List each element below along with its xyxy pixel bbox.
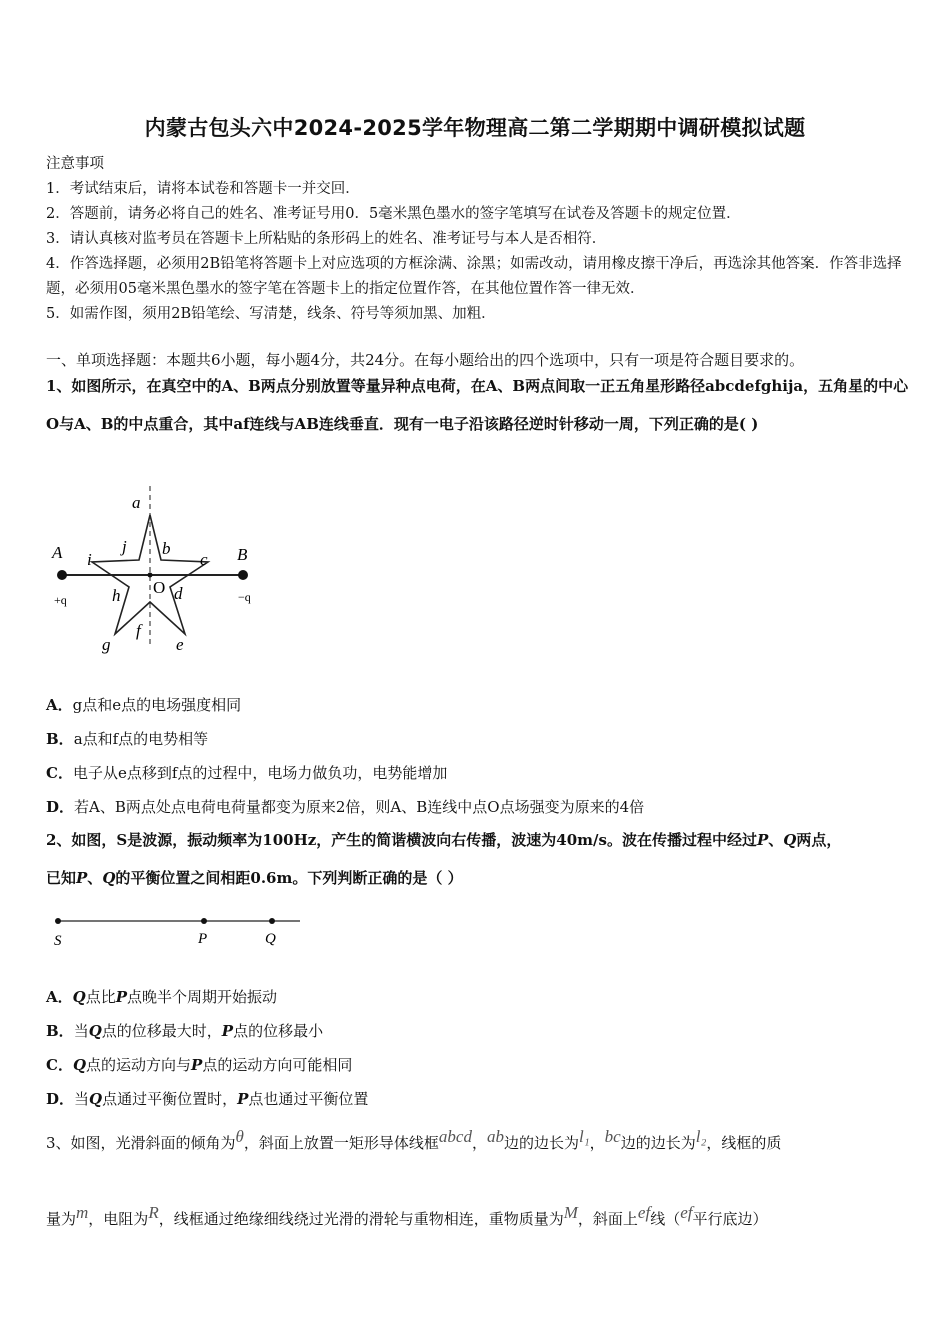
- q3-math-theta: θ: [235, 1127, 244, 1146]
- label-P: P: [198, 931, 208, 947]
- option-var: P: [221, 1022, 234, 1040]
- point-P-dot: [201, 918, 207, 924]
- notes-item: 1．考试结束后，请将本试卷和答题卡一并交回．: [46, 181, 360, 197]
- label-a: a: [132, 493, 141, 512]
- option-var: Q: [72, 1056, 87, 1074]
- q3-math-ef: ef: [680, 1203, 693, 1222]
- option-var: P: [237, 1090, 249, 1108]
- question-1-option-c: [46, 762, 447, 783]
- option-label: D．: [46, 798, 75, 816]
- q2-var-P: P: [76, 869, 88, 887]
- option-text: g点和e点的电场强度相同: [72, 696, 242, 714]
- label-f: f: [136, 621, 141, 640]
- question-2-option-d: [46, 1088, 368, 1109]
- notes-item: 5．如需作图，须用2B铅笔绘、写清楚，线条、符号等须加黑、加粗．: [46, 306, 496, 322]
- q2-var-Q: Q: [783, 831, 797, 849]
- question-1-option-b: [46, 728, 208, 749]
- point-Q-dot: [269, 918, 275, 924]
- option-text: 点的位移最小: [233, 1022, 324, 1040]
- q3-math-ab: ab: [486, 1127, 504, 1146]
- option-text: 点通过平衡位置时，: [102, 1090, 238, 1108]
- q3-text: 平行底边）: [692, 1210, 768, 1228]
- question-1-option-d: [46, 796, 644, 817]
- q2-var-P: P: [756, 831, 769, 849]
- q3-math-R: R: [148, 1203, 159, 1222]
- label-i: i: [87, 550, 92, 569]
- option-label: C．: [46, 1056, 73, 1074]
- q2-sep: 、: [768, 831, 784, 849]
- option-label: B．: [46, 730, 74, 748]
- q3-text: 边的边长为: [503, 1134, 579, 1152]
- q2-var-Q: Q: [102, 869, 116, 887]
- option-text: 点晚半个周期开始振动: [127, 988, 278, 1006]
- q2-line2-pre: 已知: [46, 869, 77, 887]
- option-text: 电子从e点移到f点的过程中，电场力做负功，电势能增加: [72, 764, 448, 782]
- question-1-stem: [46, 367, 916, 443]
- point-S-dot: [55, 918, 61, 924]
- q3-text: ，线框的质: [706, 1134, 782, 1152]
- question-1-option-a: [46, 694, 241, 715]
- q3-text: 线（: [650, 1210, 681, 1228]
- q3-text: 边的边长为: [620, 1134, 696, 1152]
- label-h: h: [112, 586, 121, 605]
- label-plus-q: +q: [54, 593, 67, 607]
- q3-text: ，线框通过绝缘细线绕过光滑的滑轮与重物相连，重物质量为: [158, 1210, 564, 1228]
- q3-text: ，: [471, 1134, 487, 1152]
- notes-heading: 注意事项: [46, 156, 104, 172]
- question-2-option-a: [46, 986, 277, 1007]
- charge-a-dot: [57, 570, 67, 580]
- wave-figure: [48, 910, 308, 954]
- q2-line1-post: 两点，: [796, 831, 842, 849]
- notes-item: 3．请认真核对监考员在答题卡上所粘贴的条形码上的姓名、准考证号与本人是否相符．: [46, 231, 607, 247]
- q3-text: ，: [589, 1134, 605, 1152]
- option-var: Q: [89, 1090, 103, 1108]
- option-text: 若A、B两点处点电荷电荷量都变为原来2倍，则A、B连线中点O点场强变为原来的4倍: [74, 798, 645, 816]
- option-label: C．: [46, 764, 73, 782]
- option-label: A．: [46, 988, 73, 1006]
- option-text: 点比: [85, 988, 116, 1006]
- label-c: c: [200, 550, 208, 569]
- option-label: D．: [46, 1090, 75, 1108]
- label-B: B: [237, 545, 248, 564]
- q3-math-M: M: [563, 1203, 578, 1222]
- question-2-stem: [46, 821, 916, 897]
- option-text: 点的位移最大时，: [101, 1022, 222, 1040]
- charge-b-dot: [238, 570, 248, 580]
- notes-item: 4．作答选择题，必须用2B铅笔将答题卡上对应选项的方框涂满、涂黑；如需改动，请用橡皮擦干净后，再选涂其他答案．作答非选择题，必须用05毫米黑色墨水的签字笔在答题卡上的指定位置作答，在其他位置作答一律无效．: [46, 256, 902, 297]
- page-title: 内蒙古包头六中2024-2025学年物理高二第二学期期中调研模拟试题: [144, 116, 806, 140]
- q2-line2-mid: 的平衡位置之间相距0.6m。下列判断正确的是（ ）: [115, 869, 463, 887]
- option-text: 点的运动方向可能相同: [202, 1056, 353, 1074]
- option-text: 当: [74, 1090, 90, 1108]
- q3-text: ，斜面上: [577, 1210, 638, 1228]
- q3-math-m: m: [76, 1203, 89, 1222]
- notes-item: 2．答题前，请务必将自己的姓名、准考证号用0．5毫米黑色墨水的签字笔填写在试卷及答题卡的规定位置．: [46, 206, 741, 222]
- option-text: a点和f点的电势相等: [73, 730, 209, 748]
- option-text: 当: [73, 1022, 89, 1040]
- notes-block: [46, 152, 916, 327]
- option-label: A．: [46, 696, 73, 714]
- question-2-option-c: [46, 1054, 352, 1075]
- q3-math-bc: bc: [604, 1127, 621, 1146]
- option-var: P: [115, 988, 128, 1006]
- option-text: 点也通过平衡位置: [248, 1090, 369, 1108]
- option-var: Q: [88, 1022, 102, 1040]
- star-figure: [40, 480, 280, 660]
- q3-text: ，斜面上放置一矩形导体线框: [243, 1134, 439, 1152]
- question-3-line-1: [46, 1127, 782, 1153]
- q3-math-l1: l₁: [579, 1127, 590, 1146]
- q3-text: 3、如图，光滑斜面的倾角为: [46, 1134, 236, 1152]
- option-var: P: [191, 1056, 203, 1074]
- section-heading: 一、单项选择题：本题共6小题，每小题4分，共24分。在每小题给出的四个选项中，只有一项是符合题目要求的。: [46, 351, 805, 369]
- label-minus-q: −q: [238, 590, 251, 604]
- q2-line1-pre: 2、如图，S是波源，振动频率为100Hz，产生的简谐横波向右传播，波速为40m/s。波在传播过程中经过: [46, 831, 757, 849]
- q3-text: 量为: [46, 1210, 77, 1228]
- q2-sep: 、: [87, 869, 103, 887]
- question-2-option-b: [46, 1020, 323, 1041]
- option-label: B．: [46, 1022, 74, 1040]
- q3-math-l2: l₂: [695, 1127, 707, 1146]
- label-O: O: [153, 578, 166, 597]
- option-var: Q: [72, 988, 86, 1006]
- label-d: d: [174, 584, 183, 603]
- label-S: S: [54, 933, 62, 949]
- option-text: 点的运动方向与: [86, 1056, 192, 1074]
- question-3-line-2: [46, 1203, 768, 1229]
- label-j: j: [122, 537, 127, 556]
- label-b: b: [162, 539, 171, 558]
- q3-text: ，电阻为: [88, 1210, 149, 1228]
- label-A: A: [52, 543, 63, 562]
- q3-math-abcd: abcd: [438, 1127, 472, 1146]
- label-e: e: [176, 635, 184, 654]
- label-Q: Q: [265, 931, 276, 947]
- center-dot: [148, 573, 153, 578]
- q3-math-ef: ef: [637, 1203, 651, 1222]
- label-g: g: [102, 635, 111, 654]
- question-1-text: 1、如图所示，在真空中的A、B两点分别放置等量异种点电荷，在A、B两点间取一正五角星形路径abcdefghija，五角星的中心O与A、B的中点重合，其中af连线与AB连线垂直．现有一电子沿该路径逆时针移动一周，下列正确的是( ): [46, 377, 909, 433]
